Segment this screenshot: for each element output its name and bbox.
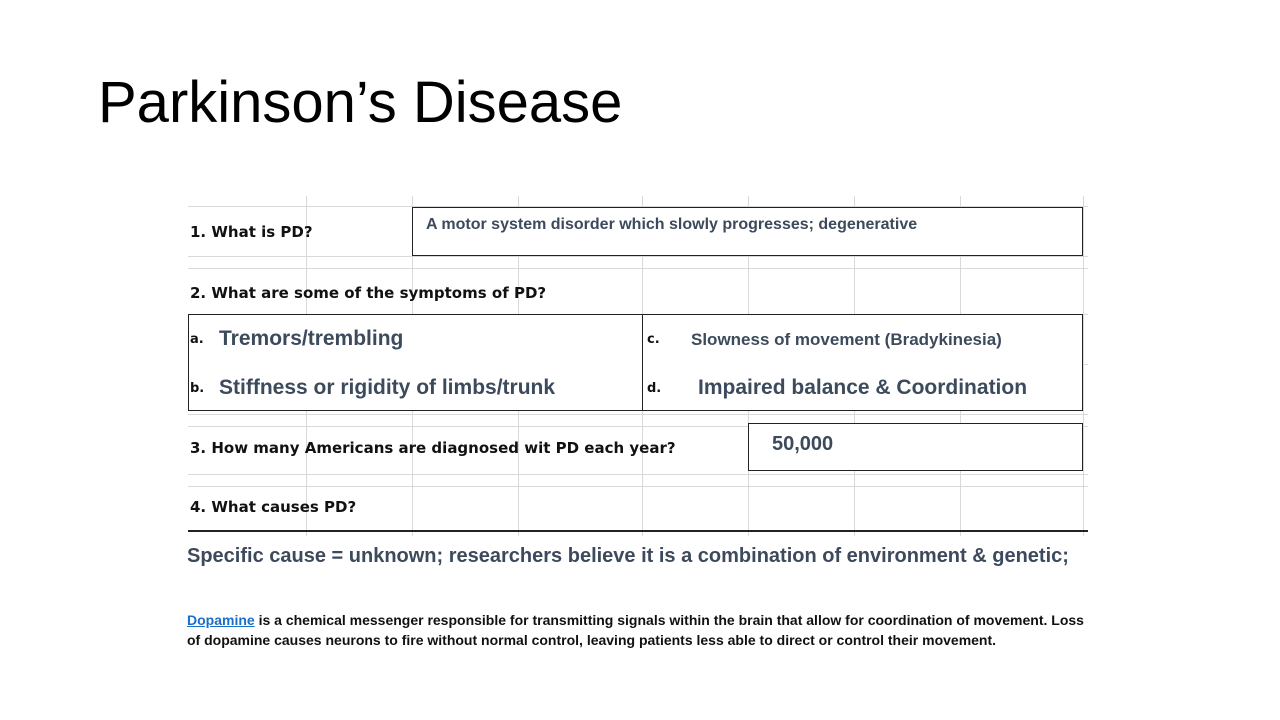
bottom-border — [188, 530, 1088, 532]
item-letter-b: b. — [190, 381, 205, 396]
symptom-c: Slowness of movement (Bradykinesia) — [691, 330, 1002, 349]
grid-line — [188, 268, 1088, 269]
grid-line — [188, 474, 1088, 475]
slide-title: Parkinson’s Disease — [98, 70, 623, 135]
symptom-b: Stiffness or rigidity of limbs/trunk — [219, 376, 556, 399]
grid-line — [1083, 196, 1084, 536]
question-3: 3. How many Americans are diagnosed wit PD each year? — [190, 439, 676, 457]
symptom-d: Impaired balance & Coordination — [698, 376, 1028, 399]
grid-line — [188, 486, 1088, 487]
cause-text: Specific cause = unknown; researchers believe it is a combination of environment & genetic; — [187, 545, 1069, 567]
answer-3: 50,000 — [772, 433, 834, 455]
grid-line — [188, 414, 1088, 415]
dopamine-note — [187, 610, 1087, 650]
worksheet — [188, 196, 1088, 536]
question-2: 2. What are some of the symptoms of PD? — [190, 284, 547, 302]
answer-1: A motor system disorder which slowly progresses; degenerative — [426, 216, 918, 233]
question-4: 4. What causes PD? — [190, 498, 357, 516]
item-letter-d: d. — [647, 381, 662, 396]
item-letter-a: a. — [190, 332, 204, 347]
dopamine-note-body: is a chemical messenger responsible for transmitting signals within the brain that allow for coordination of movement. Loss of dopamine causes neurons to fire without normal control, leaving patients less able to direct or control their movement. — [187, 612, 1084, 648]
symptom-a: Tremors/trembling — [219, 327, 404, 350]
dopamine-link[interactable]: Dopamine — [187, 612, 255, 628]
question-1: 1. What is PD? — [190, 223, 313, 241]
item-letter-c: c. — [647, 332, 660, 347]
grid-line — [188, 256, 1088, 257]
